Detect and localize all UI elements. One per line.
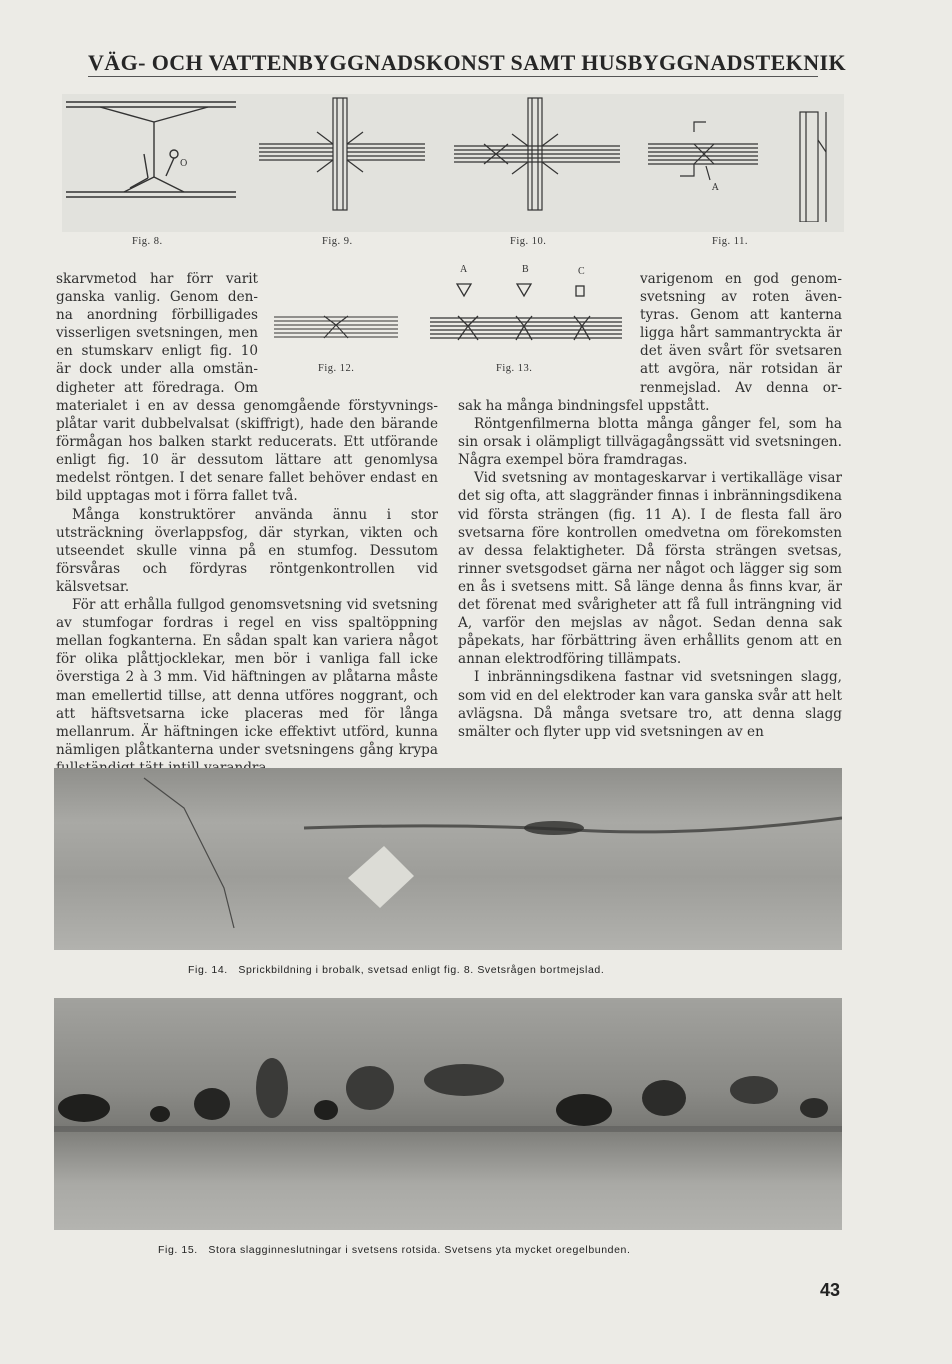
fig-12-caption: Fig. 12. — [318, 363, 355, 374]
left-narrow-line: är dock under alla omstän- — [56, 361, 258, 378]
right-narrow-text — [640, 270, 842, 397]
left-paragraph: För att erhålla fullgod genomsvetsning vid svetsning av stumfogar fordras i regel en viss spaltöppning mellan fogkanterna. En sådan spalt kan variera något för olika plåttjocklekar, men bör i vanliga fall icke överstiga 2 à 3 mm. Vid häftningen av plåtarna måste man emellertid tillse, att denna utföres noggrant, och att häftsvetsarna icke placeras med för långa mellanrum. Är häftningen icke effektivt utförd, kunna nämligen plåtkanterna under svetsningens gång krypa — [56, 597, 438, 758]
fig-15-caption-line — [158, 1244, 631, 1256]
right-narrow-line: renmejslad. Av denna or- — [640, 379, 842, 396]
page-number: 43 — [820, 1280, 841, 1300]
fig-13-diagram — [428, 262, 624, 348]
header-rule — [88, 76, 818, 77]
fig-11-marker: A — [712, 183, 719, 193]
fig-14-caption: Sprickbildning i brobalk, svetsad enligt fig. 8. Svetsrågen bortmejslad. — [238, 964, 605, 976]
fig-13-label-b: B — [522, 264, 529, 275]
left-column-text — [56, 397, 438, 777]
fig-13-label-c: C — [578, 266, 585, 277]
right-column-text — [458, 397, 842, 741]
fig-15-xray-photo — [54, 998, 842, 1230]
fig-15-label: Fig. 15. — [158, 1244, 198, 1256]
right-paragraph: Vid svetsning av montageskarvar i vertikalläge visar det sig ofta, att slaggränder finnas i inbränningsdikena vid första strängen (fig. 11 A). I de flesta fall äro svetsarna före kontrollen omedvetna om förekomsten av dessa felaktigheter. Då första strängen svetsas, rinner svetsgodset gärna ner något och lägger sig som en ås i svetsens mitt. Så länge denna ås finns kvar, är det förenat med svårigheter att få full inträngning vid A, varför den mejslas av något. Sedan denna sak påpekats, har förbättring även erhållits genom att en annan elektrodföring tillämpats. — [458, 470, 842, 668]
right-narrow-line: tyras. Genom att kanterna — [640, 307, 842, 324]
right-paragraph: sak ha många bindningsfel uppstått. — [458, 398, 710, 414]
fig-8-marker: O — [180, 159, 188, 169]
fig-13-label-a: A — [460, 264, 468, 275]
fig-14-label: Fig. 14. — [188, 964, 228, 976]
fig-14-xray-photo — [54, 768, 842, 950]
left-narrow-text — [56, 270, 258, 397]
right-narrow-line: att avgöra, när rotsidan är — [640, 361, 842, 378]
right-narrow-line: varigenom en god genom- — [640, 271, 842, 287]
page-header-title: VÄG- OCH VATTENBYGGNADSKONST SAMT HUSBYGGNADSTEKNIK — [88, 50, 846, 75]
fig-8-caption: Fig. 8. — [132, 236, 163, 247]
fig-9-diagram — [255, 92, 430, 222]
right-paragraph: I inbränningsdikena fastnar vid svetsningen slagg, som vid en del elektroder kan vara ganska svår att helt avlägsna. Då många svetsare tro, att denna slagg smälter och flyter upp vid svetsningen av en — [458, 669, 842, 740]
fig-11-caption: Fig. 11. — [712, 236, 748, 247]
fig-11-diagram — [640, 92, 840, 222]
left-narrow-line: digheter att föredraga. Om — [56, 379, 258, 396]
left-narrow-line: visserligen svetsningen, men — [56, 325, 258, 342]
right-paragraph: Röntgenfilmerna blotta många gånger fel, som ha sin orsak i olämpligt tillvägagångssätt vid svetsningen. Några exempel böra framdragas. — [458, 416, 842, 469]
fig-14-caption-line — [188, 964, 604, 976]
left-narrow-line: na anordning förbilligades — [56, 307, 258, 324]
left-paragraph: Många konstruktörer använda ännu i stor utsträckning överlappsfog, där styrkan, vikten och utseendet skulle vinna på en stumfog. Dessutom försvåras och fördyras röntgenkontrollen vid kälsvetsar. — [56, 506, 438, 595]
right-narrow-line: det även svårt för svetsaren — [640, 343, 842, 360]
right-narrow-line: ligga hårt sammantryckta är — [640, 325, 842, 342]
left-narrow-line: ganska vanlig. Genom den- — [56, 289, 258, 306]
fig-10-caption: Fig. 10. — [510, 236, 547, 247]
fig-8-diagram — [62, 92, 240, 222]
fig-12-diagram — [272, 312, 400, 342]
right-narrow-line: svetsning av roten även- — [640, 289, 842, 306]
left-narrow-line: en stumskarv enligt fig. 10 — [56, 343, 258, 360]
fig-15-caption: Stora slagginneslutningar i svetsens rotsida. Svetsens yta mycket oregelbunden. — [208, 1244, 631, 1256]
left-narrow-line: skarvmetod har förr varit — [56, 271, 258, 287]
fig-13-caption: Fig. 13. — [496, 363, 533, 374]
fig-10-diagram — [450, 92, 625, 222]
left-paragraph: materialet i en av dessa genomgående förstyvnings-plåtar varit dubbelvalsat (skiffrigt), hade den bärande förmågan hos balken starkt reducerats. Ett utförande enligt fig. 10 är dessutom lättare att genomlysa medelst röntgen. I det senare fallet behöver endast en bild upptagas mot i förra fallet två. — [56, 398, 438, 505]
fig-9-caption: Fig. 9. — [322, 236, 353, 247]
